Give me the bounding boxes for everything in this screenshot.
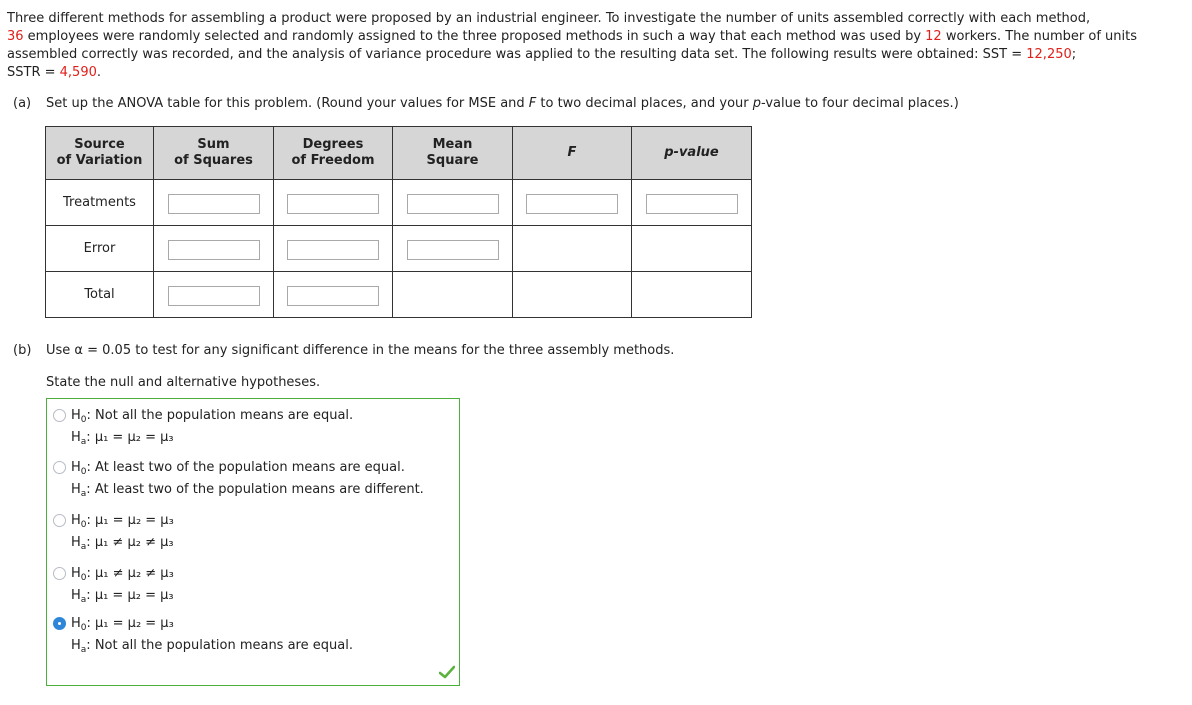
header-p-label: p-value xyxy=(664,145,719,160)
header-sum-squares xyxy=(154,127,274,180)
anova-header-row xyxy=(46,127,752,180)
cell-ms-treatments xyxy=(393,180,513,226)
row-label-error: Error xyxy=(46,226,154,272)
cell-p-treatments xyxy=(632,180,752,226)
sstr-value: 4,590 xyxy=(59,65,97,80)
ss-total-input[interactable] xyxy=(168,286,260,306)
h0-line: $H_0$: Not all the population means are equal. xyxy=(71,408,354,425)
row-label-total: Total xyxy=(46,272,154,318)
radio-button[interactable] xyxy=(53,567,66,580)
header-df-line1: Degrees xyxy=(302,137,364,152)
part-b-text: Use α = 0.05 to test for any significant difference in the means for the three assembly methods. xyxy=(46,343,675,358)
cell-ms-error xyxy=(393,226,513,272)
ha-line: $H_a$: At least two of the population means are different. xyxy=(71,482,424,499)
header-source-line1: Source xyxy=(74,137,125,152)
header-ms-line2: Square xyxy=(426,153,479,168)
anova-table xyxy=(45,126,752,318)
header-ss-line2: of Squares xyxy=(174,153,253,168)
header-ss-line1: Sum xyxy=(197,137,230,152)
radio-button[interactable] xyxy=(53,409,66,422)
hypothesis-option-2[interactable] xyxy=(53,457,424,501)
cell-df-error xyxy=(274,226,393,272)
ss-treatments-input[interactable] xyxy=(168,194,260,214)
header-mean-square xyxy=(393,127,513,180)
h0-line: $H_0$: μ₁ = μ₂ = μ₃ xyxy=(71,616,174,633)
df-treatments-input[interactable] xyxy=(287,194,379,214)
cell-f-total-empty xyxy=(513,272,632,318)
radio-button-selected[interactable] xyxy=(53,617,66,630)
part-a-label: (a) xyxy=(13,96,32,111)
sst-value: 12,250 xyxy=(1026,47,1072,62)
intro-line4b: . xyxy=(96,65,101,80)
n-employees-value: 36 xyxy=(7,29,24,44)
header-df-line2: of Freedom xyxy=(291,153,375,168)
ms-error-input[interactable] xyxy=(407,240,499,260)
table-row-error xyxy=(46,226,752,272)
part-a-prompt xyxy=(13,96,959,111)
ha-line: $H_a$: μ₁ = μ₂ = μ₃ xyxy=(71,430,174,447)
f-symbol: F xyxy=(528,96,537,111)
ss-error-input[interactable] xyxy=(168,240,260,260)
p-value-input[interactable] xyxy=(646,194,738,214)
ha-line: $H_a$: Not all the population means are equal. xyxy=(71,638,353,655)
hypotheses-instruction: State the null and alternative hypotheses. xyxy=(46,375,321,390)
h0-line: $H_0$: At least two of the population means are equal. xyxy=(71,460,405,477)
part-a-text2: to two decimal places, and your xyxy=(536,96,753,111)
problem-statement xyxy=(7,10,1177,82)
intro-line3a: assembled correctly was recorded, and the analysis of variance procedure was applied to the resulting data set. The following results were obtained: SST = xyxy=(7,47,1027,62)
hypothesis-option-3[interactable] xyxy=(53,510,174,554)
cell-df-total xyxy=(274,272,393,318)
cell-ms-total-empty xyxy=(393,272,513,318)
part-a-text: Set up the ANOVA table for this problem. (Round your values for MSE and xyxy=(46,96,529,111)
header-source xyxy=(46,127,154,180)
cell-df-treatments xyxy=(274,180,393,226)
check-icon xyxy=(439,665,455,679)
cell-p-error-empty xyxy=(632,226,752,272)
df-total-input[interactable] xyxy=(287,286,379,306)
hypothesis-option-4[interactable] xyxy=(53,563,174,607)
part-b-label: (b) xyxy=(13,343,32,358)
p-symbol: p xyxy=(752,96,762,111)
sstr-label: SSTR = xyxy=(7,65,60,80)
ha-line: $H_a$: μ₁ ≠ μ₂ ≠ μ₃ xyxy=(71,535,174,552)
intro-line2b: workers. The number of units xyxy=(941,29,1138,44)
intro-line2a: employees were randomly selected and randomly assigned to the three proposed methods in such a way that each method was used by xyxy=(23,29,926,44)
ha-line: $H_a$: μ₁ = μ₂ = μ₃ xyxy=(71,588,174,605)
radio-button[interactable] xyxy=(53,461,66,474)
intro-line3b: ; xyxy=(1071,47,1077,62)
header-f-label: F xyxy=(567,145,577,160)
cell-ss-total xyxy=(154,272,274,318)
cell-ss-treatments xyxy=(154,180,274,226)
h0-line: $H_0$: μ₁ = μ₂ = μ₃ xyxy=(71,513,174,530)
hypothesis-option-1[interactable] xyxy=(53,405,353,449)
header-source-line2: of Variation xyxy=(56,153,143,168)
f-treatments-input[interactable] xyxy=(526,194,618,214)
cell-p-total-empty xyxy=(632,272,752,318)
ms-treatments-input[interactable] xyxy=(407,194,499,214)
part-b-prompt xyxy=(13,343,674,358)
row-label-treatments: Treatments xyxy=(46,180,154,226)
table-row-total xyxy=(46,272,752,318)
cell-ss-error xyxy=(154,226,274,272)
df-error-input[interactable] xyxy=(287,240,379,260)
header-f xyxy=(513,127,632,180)
part-a-text3: -value to four decimal places.) xyxy=(761,96,959,111)
header-degrees-freedom xyxy=(274,127,393,180)
n-workers-value: 12 xyxy=(925,29,942,44)
intro-line1: Three different methods for assembling a product were proposed by an industrial engineer. To investigate the number of units assembled correctly with each method, xyxy=(7,11,1091,26)
table-row-treatments xyxy=(46,180,752,226)
header-p-value xyxy=(632,127,752,180)
radio-button[interactable] xyxy=(53,514,66,527)
cell-f-error-empty xyxy=(513,226,632,272)
cell-f-treatments xyxy=(513,180,632,226)
hypotheses-answer-box xyxy=(46,398,460,686)
hypothesis-option-5[interactable] xyxy=(53,613,353,657)
h0-line: $H_0$: μ₁ ≠ μ₂ ≠ μ₃ xyxy=(71,566,174,583)
header-ms-line1: Mean xyxy=(432,137,473,152)
